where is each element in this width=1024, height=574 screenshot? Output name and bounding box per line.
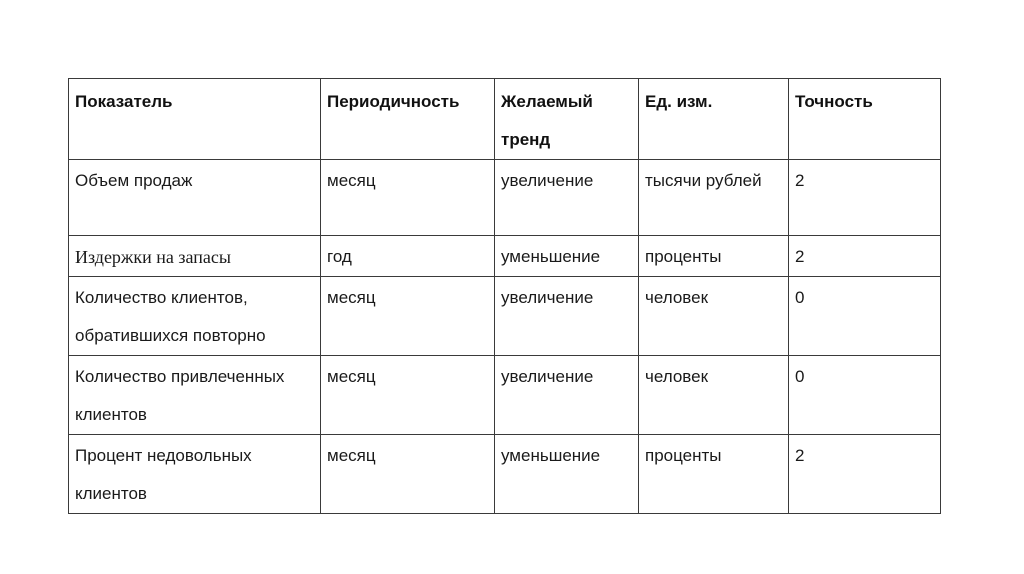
cell-periodicity: месяц bbox=[321, 435, 495, 514]
cell-indicator: Количество клиентов, обратившихся повторно bbox=[69, 277, 321, 356]
cell-trend: увеличение bbox=[495, 160, 639, 236]
cell-trend: увеличение bbox=[495, 277, 639, 356]
cell-indicator: Количество привлеченных клиентов bbox=[69, 356, 321, 435]
table-row bbox=[69, 435, 941, 514]
cell-periodicity: месяц bbox=[321, 356, 495, 435]
cell-periodicity: месяц bbox=[321, 160, 495, 236]
table-row bbox=[69, 277, 941, 356]
cell-trend: уменьшение bbox=[495, 236, 639, 277]
cell-unit: тысячи рублей bbox=[639, 160, 789, 236]
header-precision: Точность bbox=[789, 79, 941, 160]
cell-trend: уменьшение bbox=[495, 435, 639, 514]
header-unit: Ед. изм. bbox=[639, 79, 789, 160]
table-header-row bbox=[69, 79, 941, 160]
cell-unit: проценты bbox=[639, 236, 789, 277]
cell-unit: человек bbox=[639, 356, 789, 435]
cell-periodicity: месяц bbox=[321, 277, 495, 356]
cell-periodicity: год bbox=[321, 236, 495, 277]
table-row bbox=[69, 356, 941, 435]
cell-unit: человек bbox=[639, 277, 789, 356]
cell-indicator: Издержки на запасы bbox=[69, 236, 321, 277]
header-periodicity: Периодичность bbox=[321, 79, 495, 160]
cell-precision: 0 bbox=[789, 277, 941, 356]
header-desired-trend: Желаемый тренд bbox=[495, 79, 639, 160]
cell-indicator: Процент недовольных клиентов bbox=[69, 435, 321, 514]
cell-unit: проценты bbox=[639, 435, 789, 514]
table-row bbox=[69, 160, 941, 236]
cell-trend: увеличение bbox=[495, 356, 639, 435]
cell-precision: 2 bbox=[789, 160, 941, 236]
table-row bbox=[69, 236, 941, 277]
cell-precision: 2 bbox=[789, 236, 941, 277]
cell-precision: 0 bbox=[789, 356, 941, 435]
cell-indicator: Объем продаж bbox=[69, 160, 321, 236]
cell-precision: 2 bbox=[789, 435, 941, 514]
kpi-table bbox=[68, 78, 941, 514]
header-indicator: Показатель bbox=[69, 79, 321, 160]
